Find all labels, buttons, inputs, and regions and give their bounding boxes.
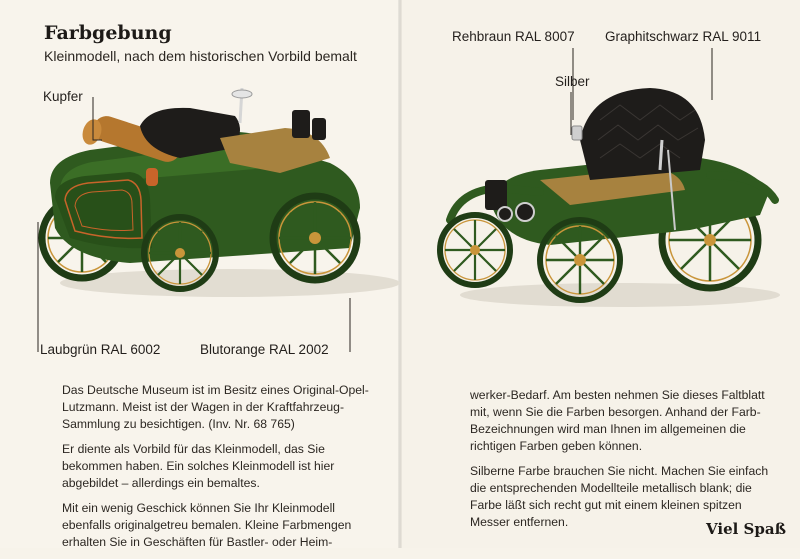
- label-rehbraun: Rehbraun RAL 8007: [452, 29, 575, 44]
- car-illustration-rear: [30, 88, 400, 298]
- left-paragraph: Er diente als Vorbild für das Kleinmodell, das Sie bekommen haben. Ein solches Kleinmodell ist hier abgebildet – allerdings ein bemaltes.: [62, 442, 335, 490]
- right-paragraph: werker-Bedarf. Am besten nehmen Sie dieses Faltblatt mit, wenn Sie die Farben besorgen. Anhand der Farb-Bezeichnungen wird man Ihnen im allgemeinen die richtigen Farben geben können.: [470, 388, 765, 453]
- label-kupfer: Kupfer: [43, 89, 83, 104]
- label-laubgruen: Laubgrün RAL 6002: [40, 342, 161, 357]
- wheel-front-right: [273, 196, 357, 280]
- right-paragraph: Silberne Farbe brauchen Sie nicht. Machen Sie einfach die entsprechenden Modellteile metallisch blank; die Farbe läßt sich recht gut mit einem kleinen spitzen Messer entfernen.: [470, 464, 769, 529]
- wheel-rear-right: [144, 217, 216, 289]
- left-paragraph: Das Deutsche Museum ist im Besitz eines Original-Opel-Lutzmann. Meist ist der Wagen in der Kraftfahrzeug-Sammlung zu besichtigen. (Inv. Nr. 68 765): [62, 383, 369, 431]
- page-subtitle: Kleinmodell, nach dem historischen Vorbild bemalt: [44, 48, 357, 64]
- wheel-front-right-2: [540, 220, 620, 300]
- signoff: Viel Spaß: [706, 520, 786, 538]
- page-title: Farbgebung: [44, 22, 172, 44]
- wheel-front-left: [440, 215, 510, 285]
- left-body-text: [62, 382, 377, 559]
- label-graphitschwarz: Graphitschwarz RAL 9011: [605, 29, 762, 44]
- label-silber: Silber: [555, 74, 590, 89]
- right-body-text: [470, 387, 780, 539]
- left-paragraph: Mit ein wenig Geschick können Sie Ihr Kleinmodell ebenfalls originalgetreu bemalen. Kleine Farbmengen erhalten Sie in Geschäften für Bastler- oder Heim-: [62, 501, 352, 549]
- label-blutorange: Blutorange RAL 2002: [200, 342, 329, 357]
- car-illustration-front: [430, 80, 790, 310]
